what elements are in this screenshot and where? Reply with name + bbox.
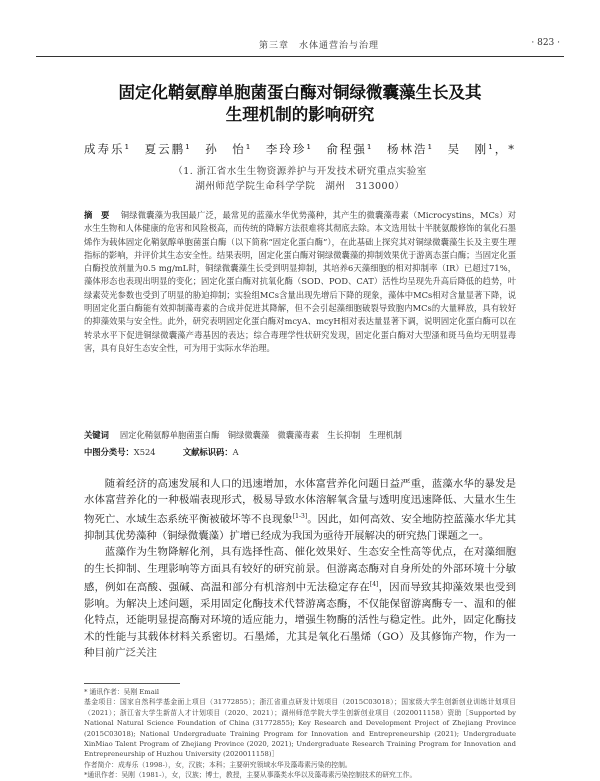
- citation: [1-3]: [292, 512, 308, 520]
- keywords-label: 关键词: [84, 430, 109, 440]
- running-header: [36, 38, 564, 54]
- abstract: [84, 209, 516, 355]
- affiliation-line-2: 湖州师范学院生命科学学院 湖州 313000）: [195, 181, 405, 192]
- classification-line: [84, 446, 516, 458]
- body-text: [84, 476, 516, 661]
- title-line-2: 生理机制的影响研究: [225, 105, 375, 124]
- footnote-item: * 通讯作者：吴刚 Email: [84, 688, 160, 696]
- footnotes: [84, 687, 516, 781]
- title-line-1: 固定化鞘氨醇单胞菌蛋白酶对铜绿微囊藻生长及其: [118, 83, 482, 102]
- affiliation-line-1: （1. 浙江省水生生物资源养护与开发技术研究重点实验室: [173, 166, 427, 177]
- citation: [4]: [369, 580, 379, 588]
- header-rule: [36, 56, 564, 57]
- paragraph-1: 随着经济的高速发展和人口的迅速增加，水体富营养化问题日益严重，蓝藻水华的暴发是水体富营养化的一种极端表现形式，极易导致水体溶解氧含量与透明度迅速降低、大量水生生物死亡、水域生态系统平衡被破坏等不良现象[1-3]。因此，如何高效、安全地防控蓝藻水华尤其抑制其优势藻种（铜绿微囊藻）扩增已经成为我国为亟待开展解决的研究热门课题之一。: [84, 478, 516, 542]
- doc-code-label: 文献标识码：: [182, 447, 233, 457]
- footnote-item: *通讯作者：吴刚（1981-），女，汉族；博士，教授，主要从事藻类水华以及藻毒素污染控制技术的研究工作。: [84, 771, 417, 780]
- clc-label: 中图分类号：: [84, 447, 134, 457]
- footnote-item: 基金项目：国家自然科学基金面上项目（31772855）；浙江省重点研发计划项目（2015C03018）；国家级大学生创新创业训练计划项目（2021）；浙江省大学生新苗人才计划项目（2020、2021）；湖州师范学院大学生创新创业项目（2020011158）资助［Supported by National Natural Science Foundation of China (31772855); Key Research and Development Project of Zhejiang Province (2015C03018); National Undergraduate Training Program for Innovation and Entrepreneurship (2021); Undergraduate XinMiao Talent Program of Zhejiang Province (2020, 2021); Undergraduate Research Training Program for Innovation and Entrepreneurship of Huzhou University (2020011158)］: [84, 698, 516, 759]
- footnote-rule: [84, 683, 180, 684]
- page-number: · 823 ·: [531, 38, 560, 48]
- header-section: 第三章 水体通营治与治理: [259, 41, 380, 51]
- article-title: [60, 82, 540, 126]
- clc-code: X524: [133, 447, 156, 457]
- affiliation: [60, 164, 540, 194]
- keywords-text: 固定化鞘氨醇单胞菌蛋白酶 铜绿微囊藻 微囊藻毒素 生长抑制 生理机制: [119, 430, 402, 440]
- footnote-item: 作者简介：成寿乐（1998-），女，汉族；本科；主要研究领域水华及藻毒素污染的控制。: [84, 760, 352, 769]
- abstract-label: 摘 要: [84, 210, 110, 220]
- paragraph-2: 蓝藻作为生物降解化剂，具有选择性高、催化效果好、生态安全性高等优点，在对藻细胞的生长抑制、生理影响等方面具有较好的研究前景。但游离态酶对自身所处的外部环境十分敏感，例如在高酸、强碱、高温和部分有机溶剂中无法稳定存在[4]，因而导致其抑藻效果也受到影响。为解决上述问题，采用固定化酶技术代替游离态酶，不仅能保留游离酶专一、温和的催化特点，还能明显提高酶对环境的适应能力，增强生物酶的活性与稳定性。此外，固定化酶技术的性能与其载体材料关系密切。石墨烯，尤其是氧化石墨烯（GO）及其修饰产物，作为一种目前广泛关注: [84, 546, 517, 659]
- abstract-text: 铜绿微囊藻为我国最广泛，最常见的蓝藻水华优势藻种，其产生的微囊藻毒素（Microcystins，MCs）对水生生物和人体健康的危害和风险极高，而传统的降解方法很难将其彻底去除。本文选用钛十半胱氨酸修饰的氧化石墨烯作为载体固定化鞘氨醇单胞菌蛋白酶（以下简称“固定化蛋白酶”），在此基础上探究其对铜绿微囊藻生长及主要生理指标的影响，并评价其生态安全性。结果表明，固定化蛋白酶对铜绿微囊藻的抑制效果优于游离态蛋白酶；当固定化蛋白酶投放剂量为0.5 mg/mL时，铜绿微囊藻生长受到明显抑制，其培养6天藻细胞的相对抑制率（IR）已超过71%，藻体形态也表现出明显的变化；固定化蛋白酶对抗氧化酶（SOD、POD、CAT）活性均呈现先升高后降低的趋势，叶绿素荧光参数也受到了明显的胁迫抑制；实验组MCs含量出现先增后下降的现象，藻体中MCs相对含量显著下降，说明固定化蛋白酶能有效抑制藻毒素的合成并促进其降解，但不会引起藻细胞破裂导致胞内MCs的大量释放，具有较好的抑藻效果与安全性。此外，研究表明固定化蛋白酶对mcyA、mcyH相对表达量显著下调，说明固定化蛋白酶可以在转录水平下促进铜绿微囊藻产毒基因的表达；综合毒理学性状研究发现，固定化蛋白酶对大型溞和斑马鱼均无明显毒害，具有良好生态安全性，可为用于实际水华治理。: [84, 210, 516, 353]
- keywords: [84, 429, 516, 441]
- doc-code: A: [232, 447, 239, 457]
- author-list: 成寿乐¹ 夏云鹏¹ 孙 怡¹ 李玲珍¹ 俞程强¹ 杨林浩¹ 吴 刚¹，*: [83, 142, 517, 156]
